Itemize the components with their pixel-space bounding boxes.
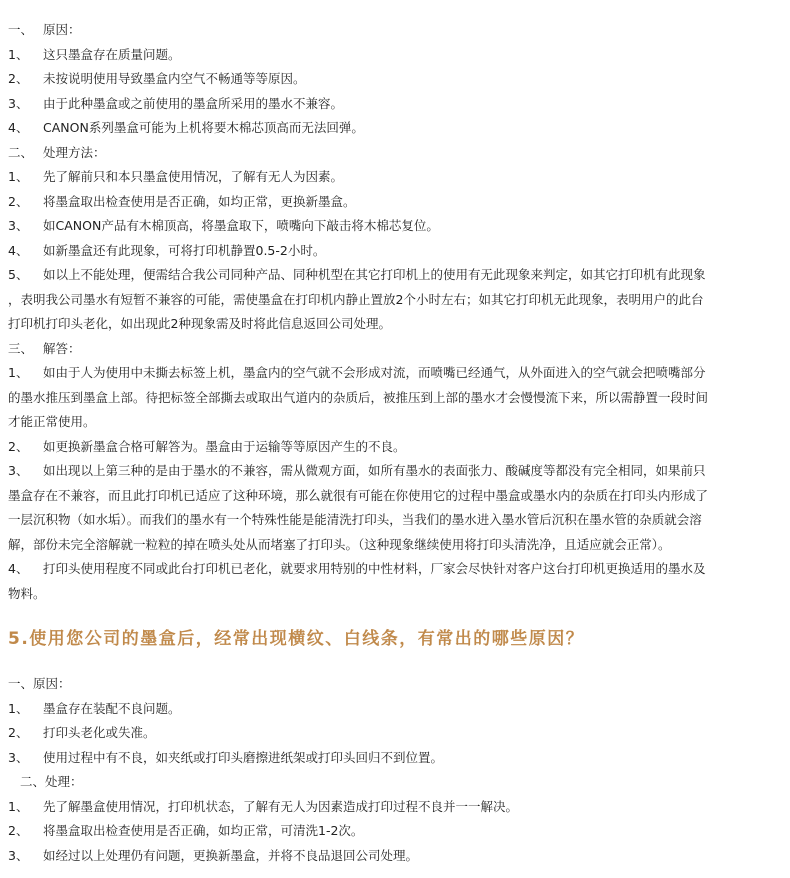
list-item-multiline — [8, 459, 786, 557]
item-text: 这只墨盒存在质量问题。 — [43, 46, 181, 62]
item-number: 4、 — [8, 561, 29, 576]
item-number: 5、 — [8, 267, 29, 282]
item-text-line: 打印机打印头老化，如出现此2种现象需及时将此信息返回公司处理。 — [8, 316, 391, 331]
item-number: 2、 — [8, 725, 29, 740]
list-item-multiline — [8, 263, 786, 337]
heading-answer — [8, 337, 786, 362]
list-item — [8, 795, 786, 820]
section-one — [8, 18, 786, 606]
item-number: 4、 — [8, 120, 29, 135]
item-text: 先了解墨盒使用情况，打印机状态，了解有无人为因素造成打印过程不良并一一解决。 — [43, 798, 519, 814]
item-number: 1、 — [8, 46, 29, 62]
list-item-multiline — [8, 557, 786, 606]
item-text-line: 一层沉积物（如水垢）。而我们的墨水有一个特殊性能是能清洗打印头，当我们的墨水进入墨水管后沉积在墨水管的杂质就会溶 — [8, 512, 702, 527]
item-text-line: ，表明我公司墨水有短暂不兼容的可能，需使墨盒在打印机内静止置放2个小时左右；如其它打印机无此现象，表明用户的此台 — [8, 291, 704, 307]
list-item — [8, 697, 786, 722]
item-number: 1、 — [8, 169, 29, 184]
item-number: 3、 — [8, 218, 29, 233]
heading-number: 二、 — [8, 144, 34, 160]
heading-handle: 二、处理： — [20, 774, 83, 789]
list-item — [8, 116, 786, 141]
section-two — [8, 672, 786, 868]
item-text: 如CANON产品有木棉顶高，将墨盒取下，喷嘴向下敲击将木棉芯复位。 — [43, 218, 439, 233]
item-text-line: 打印头使用程度不同或此台打印机已老化，就要求用特别的中性材料，厂家会尽快针对客户这台打印机更换适用的墨水及 — [43, 561, 706, 576]
item-text-line: 如出现以上第三种的是由于墨水的不兼容，需从微观方面，如所有墨水的表面张力、酸碱度等都没有完全相同，如果前只 — [43, 463, 706, 478]
heading-text: 解答： — [43, 340, 81, 356]
list-item — [8, 435, 786, 460]
list-item — [8, 43, 786, 68]
list-item — [8, 746, 786, 771]
heading-reasons: 一、原因： — [8, 676, 71, 691]
item-text-line: 物料。 — [8, 585, 46, 601]
item-text-line: 才能正常使用。 — [8, 414, 96, 429]
item-text: 打印头老化或失准。 — [43, 725, 156, 740]
item-text: 将墨盒取出检查使用是否正确，如均正常，更换新墨盒。 — [43, 193, 356, 209]
heading-number: 一、 — [8, 22, 34, 37]
heading-text: 处理方法： — [43, 144, 106, 160]
item-text-line: 解，部份未完全溶解就一粒粒的掉在喷头处从而堵塞了打印头。（这种现象继续使用将打印头清洗净，且适应就会正常）。 — [8, 536, 671, 552]
list-item — [8, 721, 786, 746]
item-number: 2、 — [8, 193, 29, 209]
item-text-line: 的墨水推压到墨盒上部。待把标签全部撕去或取出气道内的杂质后，被推压到上部的墨水才会慢慢流下来，所以需静置一段时间 — [8, 389, 709, 405]
item-number: 2、 — [8, 823, 29, 838]
list-item — [8, 190, 786, 215]
item-text: 如经过以上处理仍有问题，更换新墨盒，并将不良品退回公司处理。 — [43, 847, 419, 863]
item-text: 先了解前只和本只墨盒使用情况，了解有无人为因素。 — [43, 169, 344, 184]
list-item — [8, 239, 786, 264]
item-text: 由于此种墨盒或之前使用的墨盒所采用的墨水不兼容。 — [43, 95, 344, 111]
item-text: 将墨盒取出检查使用是否正确，如均正常，可清洗1-2次。 — [43, 823, 364, 838]
item-number: 1、 — [8, 365, 29, 380]
item-text: 如新墨盒还有此现象，可将打印机静置0.5-2小时。 — [43, 242, 326, 258]
item-text-line: 墨盒存在不兼容，而且此打印机已适应了这种环境，那么就很有可能在你使用它的过程中墨盒或墨水内的杂质在打印头内形成了 — [8, 487, 709, 503]
list-item-multiline — [8, 361, 786, 435]
list-item — [8, 844, 786, 869]
heading-method — [8, 141, 786, 166]
item-text: 使用过程中有不良，如夹纸或打印头磨擦进纸架或打印头回归不到位置。 — [43, 749, 444, 765]
list-item — [8, 165, 786, 190]
heading-number: 三、 — [8, 340, 34, 356]
heading-text: 原因： — [43, 22, 81, 37]
item-text: 如更换新墨盒合格可解答为。墨盒由于运输等等原因产生的不良。 — [43, 438, 406, 454]
list-item — [8, 819, 786, 844]
list-item — [8, 67, 786, 92]
heading-reasons — [8, 18, 786, 43]
item-number: 1、 — [8, 700, 29, 716]
item-number: 1、 — [8, 798, 29, 814]
item-text: 未按说明使用导致墨盒内空气不畅通等等原因。 — [43, 71, 306, 86]
item-number: 3、 — [8, 847, 29, 863]
item-text: 墨盒存在装配不良问题。 — [43, 700, 181, 716]
item-number: 2、 — [8, 438, 29, 454]
item-number: 2、 — [8, 71, 29, 86]
item-text-line: 如由于人为使用中未撕去标签上机，墨盒内的空气就不会形成对流，而喷嘴已经通气，从外面进入的空气就会把喷嘴部分 — [43, 365, 706, 380]
section-title: 5.使用您公司的墨盒后，经常出现横纹、白线条，有常出的哪些原因？ — [8, 629, 585, 649]
item-number: 3、 — [8, 749, 29, 765]
item-number: 4、 — [8, 242, 29, 258]
item-number: 3、 — [8, 95, 29, 111]
item-text-line: 如以上不能处理，便需结合我公司同种产品、同种机型在其它打印机上的使用有无此现象来判定，如其它打印机有此现象 — [43, 267, 706, 282]
list-item — [8, 92, 786, 117]
item-number: 3、 — [8, 463, 29, 478]
item-text: CANON系列墨盒可能为上机将要木棉芯顶高而无法回弹。 — [43, 120, 364, 135]
list-item — [8, 214, 786, 239]
